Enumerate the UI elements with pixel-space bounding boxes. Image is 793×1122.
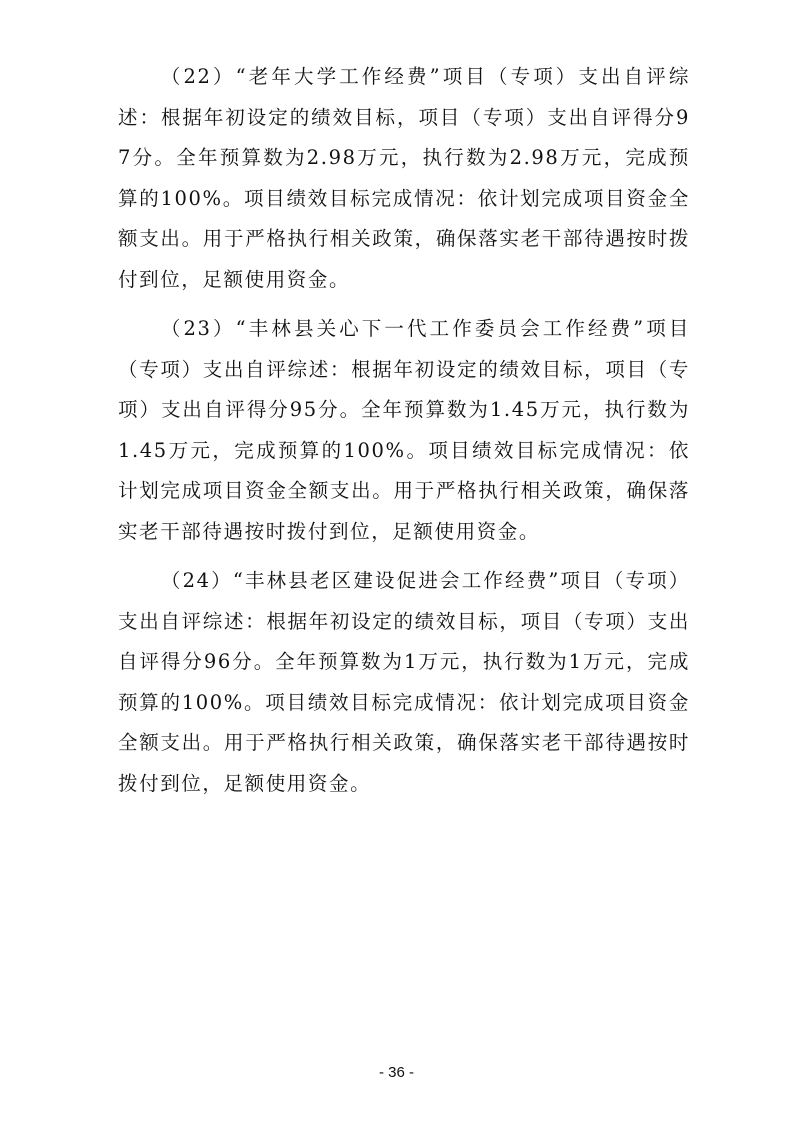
paragraph-item-24: （24）“丰林县老区建设促进会工作经费”项目（专项）支出自评综述：根据年初设定的绩效目标，项目（专项）支出自评得分96分。全年预算数为1万元，执行数为1万元，完成预算的100%。项目绩效目标完成情况：依计划完成项目资金全额支出。用于严格执行相关政策，确保落实老干部待遇按时拨付到位，足额使用资金。 [118, 569, 690, 795]
document-body [118, 57, 690, 813]
page-number: - 36 - [378, 1064, 414, 1081]
paragraph-item-23: （23）“丰林县关心下一代工作委员会工作经费”项目（专项）支出自评综述：根据年初设定的绩效目标，项目（专项）支出自评得分95分。全年预算数为1.45万元，执行数为1.45万元，完成预算的100%。项目绩效目标完成情况：依计划完成项目资金全额支出。用于严格执行相关政策，确保落实老干部待遇按时拨付到位，足额使用资金。 [118, 317, 690, 543]
paragraph-item-22: （22）“老年大学工作经费”项目（专项）支出自评综述：根据年初设定的绩效目标，项目（专项）支出自评得分97分。全年预算数为2.98万元，执行数为2.98万元，完成预算的100%。项目绩效目标完成情况：依计划完成项目资金全额支出。用于严格执行相关政策，确保落实老干部待遇按时拨付到位，足额使用资金。 [118, 65, 690, 291]
